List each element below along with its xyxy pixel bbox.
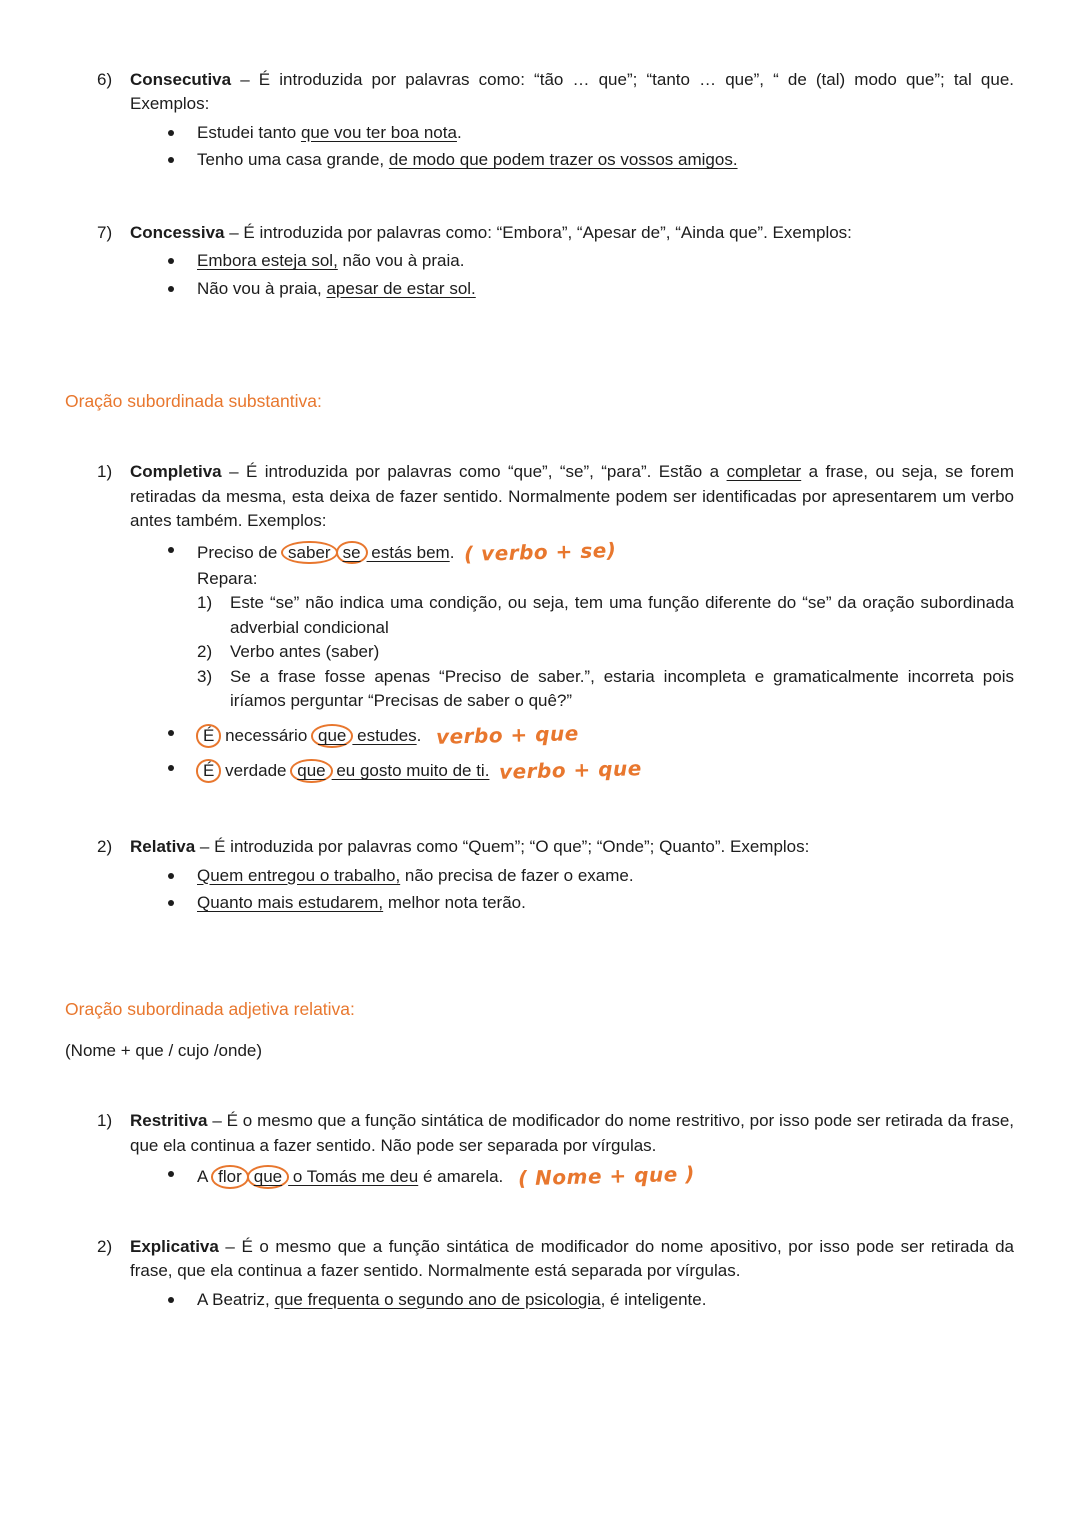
bullet-marker <box>165 721 197 750</box>
section-concessiva <box>97 221 1014 301</box>
circled-word: É <box>196 724 221 748</box>
note-item <box>197 665 1014 714</box>
bullet-dot-icon <box>168 130 174 136</box>
example-text <box>197 249 1014 273</box>
underlined-text: de modo que podem trazer os vossos amigos. <box>388 150 738 170</box>
examples-list <box>165 249 1014 301</box>
text-run: . <box>456 122 462 142</box>
bullet-dot-icon <box>168 286 174 292</box>
handwritten-annotation: ( verbo + se) <box>464 537 618 566</box>
example-text <box>197 1162 1014 1191</box>
definition-text: – É introduzida por palavras como “que”, “se”, “para”. Estão a <box>221 462 727 482</box>
example-text <box>197 1288 1014 1312</box>
term-label: Restritiva <box>130 1111 208 1131</box>
text-run: verdade <box>220 761 292 781</box>
examples-list <box>165 538 1014 785</box>
definition-text: – É o mesmo que a função sintática de modificador do nome apositivo, por isso pode ser retirada da frase, que ela continua a fazer sentido. Normalmente está separada por vírgulas. <box>130 1236 1014 1281</box>
item-number: 2) <box>97 837 113 857</box>
section-consecutiva <box>97 68 1014 173</box>
bullet-dot-icon <box>168 547 174 553</box>
example-item <box>165 756 1014 785</box>
example-text <box>197 121 1014 145</box>
bullet-marker <box>165 121 197 145</box>
underlined-text: o Tomás me deu <box>288 1167 419 1187</box>
term-label: Completiva <box>130 462 222 482</box>
examples-list <box>165 121 1014 173</box>
item-body <box>130 68 1014 173</box>
text-run: . <box>416 726 427 746</box>
text-run: não precisa de fazer o exame. <box>400 865 634 885</box>
bullet-marker <box>165 538 197 714</box>
note-item <box>197 640 1014 664</box>
text-run: Tenho uma casa grande, <box>197 150 389 170</box>
bullet-dot-icon <box>168 873 174 879</box>
section-completiva <box>97 460 1014 785</box>
handwritten-annotation: verbo + que <box>435 721 580 750</box>
example-text <box>197 891 1014 915</box>
heading-substantiva: Oração subordinada substantiva: <box>65 391 322 412</box>
note-text: Verbo antes (saber) <box>230 642 380 662</box>
underlined-text: Quem entregou o trabalho, <box>197 865 401 885</box>
definition-text: a frase, ou seja, se forem retiradas da mesma, esta deixa de fazer sentido. Normalmente podem ser identificadas por apresentarem um verbo antes também. Exemplos: <box>130 462 1014 531</box>
circled-word: que <box>247 1165 289 1189</box>
example-text <box>197 538 1014 567</box>
example-text <box>197 756 1014 785</box>
note-number: 3) <box>197 666 213 686</box>
underlined-text: estás bem <box>366 542 450 562</box>
note-text: Se a frase fosse apenas “Preciso de saber.”, estaria incompleta e gramaticalmente incorreta pois iríamos perguntar “Precisas de saber o quê?” <box>230 666 1014 711</box>
item-body <box>130 1235 1014 1312</box>
circled-word: se <box>336 541 368 565</box>
item-body <box>130 221 1014 301</box>
term-label: Relativa <box>130 837 196 857</box>
circled-word: É <box>196 759 221 783</box>
underlined-text: que vou ter boa nota <box>300 122 457 142</box>
handwritten-annotation: verbo + que <box>499 756 643 785</box>
definition-text: – É o mesmo que a função sintática de modificador do nome restritivo, por isso pode ser retirada da frase, que ela continua a fazer sentido. Não pode ser separada por vírgulas. <box>130 1111 1014 1155</box>
example-item <box>165 891 1014 915</box>
example-item <box>165 121 1014 145</box>
text-run: não vou à praia. <box>337 251 465 271</box>
definition-text: – É introduzida por palavras como: “tão … que”; “tanto … que”, “ de (tal) modo que”; tal que. Exemplos: <box>130 70 1014 114</box>
item-number: 7) <box>97 222 113 242</box>
bullet-dot-icon <box>168 900 174 906</box>
section-relativa <box>97 835 1014 915</box>
term-label: Consecutiva <box>130 70 232 89</box>
example-text <box>197 277 1014 301</box>
underlined-text: que frequenta o segundo ano de psicologia <box>274 1289 601 1309</box>
note-item <box>197 591 1014 640</box>
bullet-marker <box>165 756 197 785</box>
example-item <box>165 538 1014 714</box>
text-run: melhor nota terão. <box>383 893 526 913</box>
underlined-text: Quanto mais estudarem, <box>197 893 384 913</box>
section-explicativa <box>97 1235 1014 1312</box>
item-definition <box>130 68 1014 117</box>
circled-word: que <box>290 759 332 783</box>
item-body <box>130 460 1014 785</box>
examples-list <box>165 1288 1014 1312</box>
underlined-text: Embora esteja sol, <box>197 251 338 271</box>
bullet-dot-icon <box>168 258 174 264</box>
example-text <box>197 148 1014 172</box>
bullet-marker <box>165 1162 197 1191</box>
note-text: Este “se” não indica uma condição, ou seja, tem uma função diferente do “se” da oração subordinada adverbial condicional <box>230 593 1014 637</box>
bullet-marker <box>165 249 197 273</box>
item-number: 6) <box>97 70 113 89</box>
underlined-text: eu gosto muito de ti. <box>331 761 490 781</box>
text-run: Preciso de <box>197 542 283 562</box>
handwritten-annotation: ( Nome + que ) <box>517 1161 696 1191</box>
example-text <box>197 864 1014 888</box>
example-item <box>165 1288 1014 1312</box>
example-item <box>165 277 1014 301</box>
item-body <box>130 835 1014 915</box>
examples-list <box>165 864 1014 916</box>
bullet-marker <box>165 277 197 301</box>
bullet-marker <box>165 1288 197 1312</box>
adjetiva-note: (Nome + que / cujo /onde) <box>65 1040 263 1060</box>
text-run: , é inteligente. <box>600 1289 707 1309</box>
bullet-dot-icon <box>168 1297 174 1303</box>
text-run: A <box>197 1167 213 1187</box>
example-item <box>165 249 1014 273</box>
item-definition <box>130 1109 1014 1158</box>
bullet-dot-icon <box>168 765 174 771</box>
circled-word: saber <box>281 541 338 565</box>
item-definition <box>130 221 1014 245</box>
circled-word: flor <box>211 1165 249 1189</box>
item-definition <box>130 1235 1014 1284</box>
example-text <box>197 721 1014 750</box>
term-label: Concessiva <box>130 222 225 242</box>
text-run: Não vou à praia, <box>197 278 327 298</box>
example-item <box>165 721 1014 750</box>
circled-word: que <box>311 724 353 748</box>
item-definition <box>130 460 1014 533</box>
underlined-text: estudes <box>352 726 417 746</box>
definition-text: – É introduzida por palavras como “Quem”; “O que”; “Onde”; Quanto”. Exemplos: <box>195 837 810 857</box>
note-number: 2) <box>197 642 213 662</box>
text-run: . <box>449 542 455 562</box>
heading-adjetiva: Oração subordinada adjetiva relativa: <box>65 999 355 1020</box>
bullet-dot-icon <box>168 1171 174 1177</box>
bullet-marker <box>165 864 197 888</box>
text-run: A Beatriz, <box>197 1289 275 1309</box>
text-run: é amarela. <box>418 1167 508 1187</box>
example-item <box>165 1162 1014 1191</box>
section-restritiva <box>97 1109 1014 1191</box>
text-run: necessário <box>220 726 313 746</box>
item-number: 1) <box>97 1111 113 1131</box>
item-number: 1) <box>97 462 113 482</box>
underlined-text: completar <box>726 462 802 482</box>
bullet-dot-icon <box>168 157 174 163</box>
term-label: Explicativa <box>130 1236 219 1256</box>
item-number: 2) <box>97 1236 113 1256</box>
item-body <box>130 1109 1014 1191</box>
definition-text: – É introduzida por palavras como: “Embora”, “Apesar de”, “Ainda que”. Exemplos: <box>224 222 852 242</box>
examples-list <box>165 1162 1014 1191</box>
bullet-dot-icon <box>168 730 174 736</box>
underlined-text: apesar de estar sol. <box>326 278 476 298</box>
example-item <box>165 148 1014 172</box>
text-run: Estudei tanto <box>197 122 301 142</box>
example-block <box>197 538 1014 714</box>
item-definition <box>130 835 1014 859</box>
bullet-marker <box>165 891 197 915</box>
example-item <box>165 864 1014 888</box>
bullet-marker <box>165 148 197 172</box>
note-number: 1) <box>197 593 213 613</box>
repara-label: Repara: <box>197 568 258 588</box>
